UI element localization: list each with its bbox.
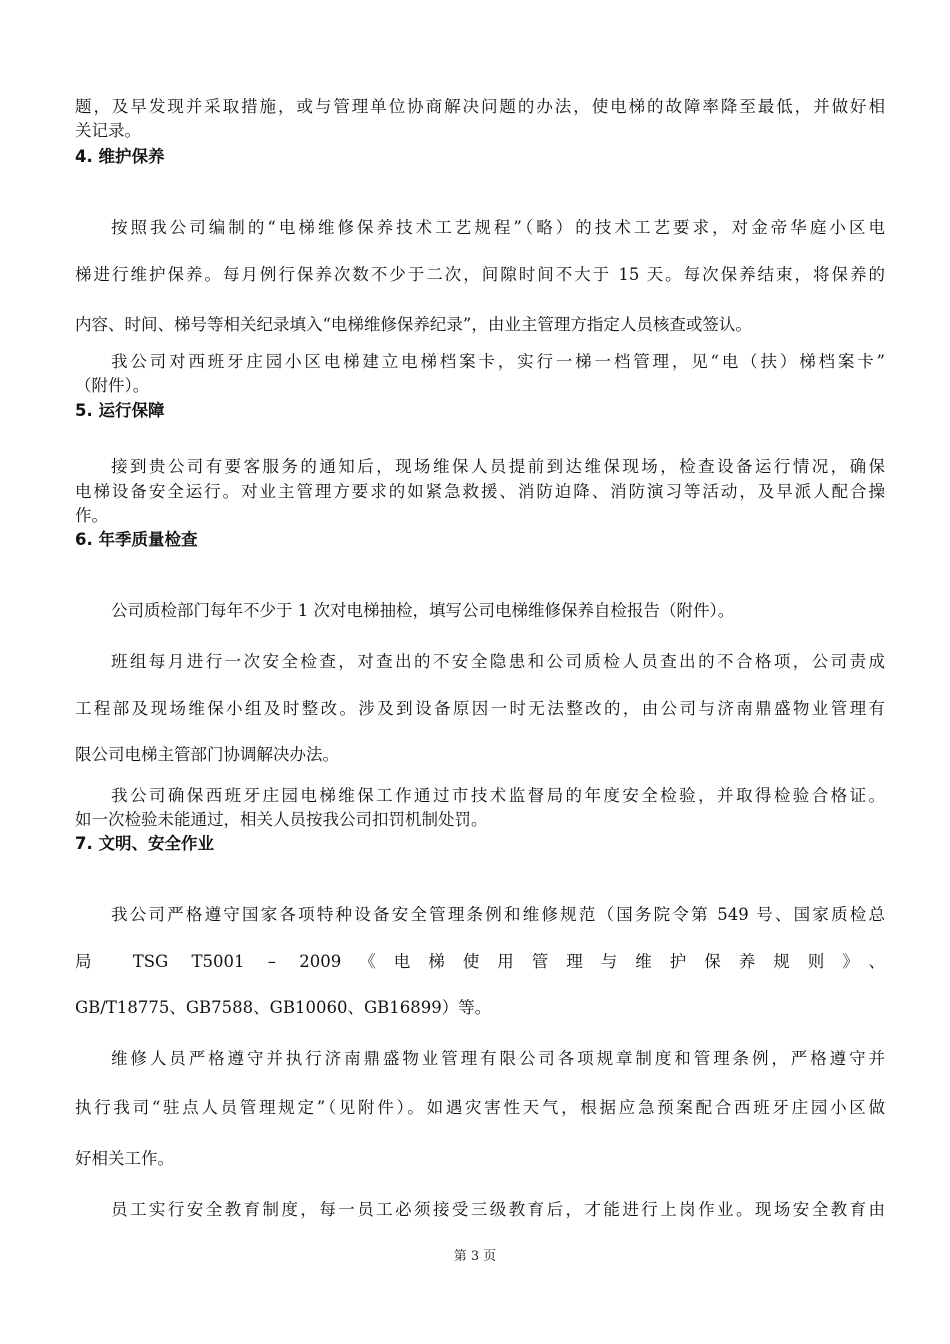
paragraph-line: 题，及早发现并采取措施，或与管理单位协商解决问题的办法，使电梯的故障率降至最低，并做好相 [75,97,885,116]
paragraph-line: 公司质检部门每年不少于 1 次对电梯抽检，填写公司电梯维修保养自检报告（附件）。 [111,601,735,620]
section-heading-6: 6. 年季质量检查 [75,530,198,549]
paragraph-line: 关记录。 [75,121,141,140]
paragraph-line: 我公司对西班牙庄园小区电梯建立电梯档案卡，实行一梯一档管理，见“电（扶）梯档案卡” [111,352,885,371]
paragraph-line: 按照我公司编制的“电梯维修保养技术工艺规程”（略）的技术工艺要求，对金帝华庭小区电 [111,218,885,237]
section-heading-4: 4. 维护保养 [75,147,165,166]
paragraph-line: （附件）。 [75,376,150,395]
paragraph-line: 班组每月进行一次安全检查，对查出的不安全隐患和公司质检人员查出的不合格项，公司责成 [111,652,885,671]
paragraph-line: 局 TSG T5001 – 2009《电梯使用管理与维护保养规则》、 [75,952,885,971]
paragraph-line: 梯进行维护保养。每月例行保养次数不少于二次，间隙时间不大于 15 天。每次保养结束，将保养的 [75,265,885,284]
paragraph-line: 好相关工作。 [75,1149,174,1168]
paragraph-line: 我公司确保西班牙庄园电梯维保工作通过市技术监督局的年度安全检验，并取得检验合格证。 [111,786,885,805]
page-number: 第 3 页 [453,1249,497,1264]
paragraph-line: GB/T18775、GB7588、GB10060、GB16899）等。 [75,998,492,1017]
paragraph-line: 维修人员严格遵守并执行济南鼎盛物业管理有限公司各项规章制度和管理条例，严格遵守并 [111,1049,885,1068]
paragraph-line: 内容、时间、梯号等相关纪录填入“电梯维修保养纪录”，由业主管理方指定人员核查或签认。 [75,315,752,334]
paragraph-line: 作。 [75,506,108,525]
paragraph-line: 我公司严格遵守国家各项特种设备安全管理条例和维修规范（国务院令第 549 号、国家质检总 [111,905,885,924]
paragraph-line: 电梯设备安全运行。对业主管理方要求的如紧急救援、消防迫降、消防演习等活动，及早派人配合操 [75,482,885,501]
section-heading-7: 7. 文明、安全作业 [75,834,214,853]
paragraph-line: 如一次检验未能通过，相关人员按我公司扣罚机制处罚。 [75,810,488,829]
paragraph-line: 工程部及现场维保小组及时整改。涉及到设备原因一时无法整改的，由公司与济南鼎盛物业管理有 [75,699,885,718]
paragraph-line: 接到贵公司有要客服务的通知后，现场维保人员提前到达维保现场，检查设备运行情况，确保 [111,457,885,476]
section-heading-5: 5. 运行保障 [75,401,165,420]
paragraph-line: 限公司电梯主管部门协调解决办法。 [75,745,339,764]
paragraph-line: 执行我司“驻点人员管理规定”（见附件）。如遇灾害性天气，根据应急预案配合西班牙庄园小区做 [75,1098,885,1117]
paragraph-line: 员工实行安全教育制度，每一员工必须接受三级教育后，才能进行上岗作业。现场安全教育由 [111,1200,885,1219]
